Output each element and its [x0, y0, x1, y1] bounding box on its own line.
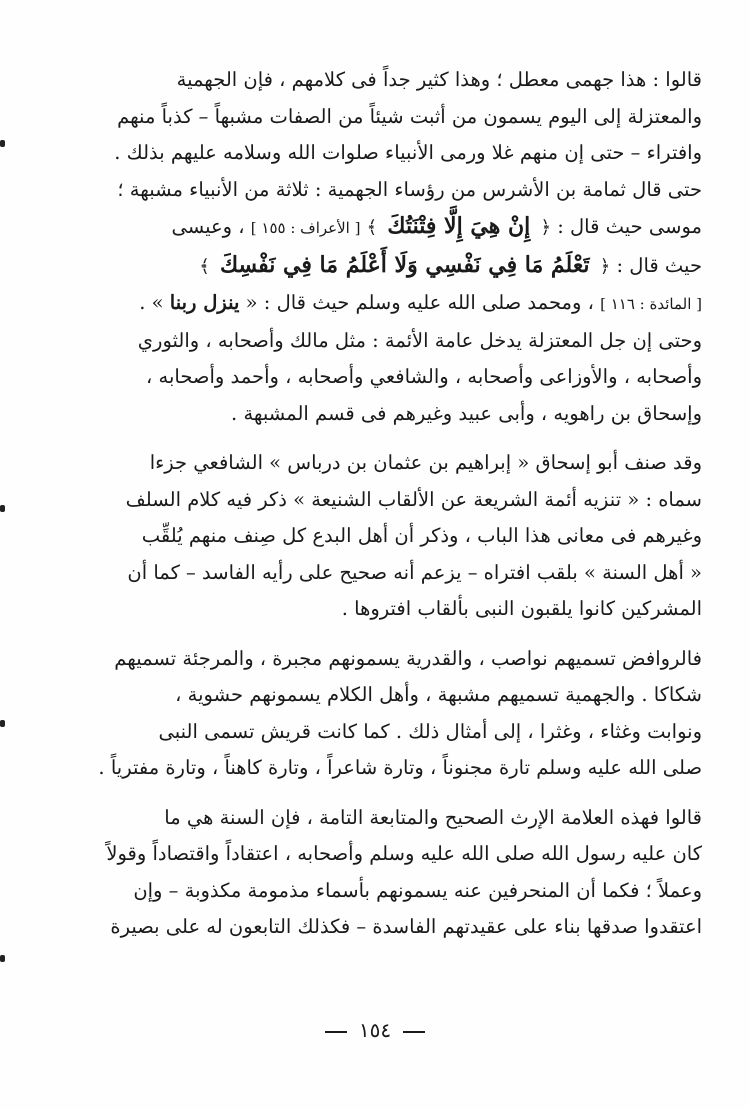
scan-edge-mark: [0, 955, 5, 962]
scan-edge-mark: [0, 505, 5, 512]
text-line: وعملاً ؛ فكما أن المنحرفين عنه يسمونهم بأسماء مذمومة مكذوبة – وإن: [133, 878, 702, 902]
text-line: وإسحاق بن راهويه ، وأبى عبيد وغيرهم فى قسم المشبهة .: [231, 401, 702, 425]
text-line-with-verse: [70, 208, 702, 247]
paragraph-1: [70, 62, 702, 432]
text-line: ونوابت وغثاء ، وغثرا ، إلى أمثال ذلك . كما كانت قريش تسمى النبى: [158, 719, 702, 743]
text-line: المشركين كانوا يلقبون النبى بألقاب افتروها .: [341, 597, 702, 620]
paragraph-2: [70, 445, 702, 628]
quran-bracket-close: ﴾: [199, 255, 210, 277]
text-line: « أهل السنة » بلقب افتراه – يزعم أنه صحيح على رأيه الفاسد – كما أن: [127, 560, 702, 584]
text-line: وغيرهم فى معانى هذا الباب ، وذكر أن أهل البدع كل صِنف منهم يُلقِّب: [141, 524, 702, 547]
verse-reference: [ الأعراف : ١٥٥ ]: [250, 219, 361, 237]
page-number-dash: [325, 1031, 347, 1033]
verse-reference: [ المائدة : ١١٦ ]: [600, 295, 702, 313]
text-line: وحتى إن جل المعتزلة يدخل عامة الأئمة : مثل مالك وأصحابه ، والثوري: [137, 328, 702, 352]
text-line: صلى الله عليه وسلم تارة مجنوناً ، وتارة شاعراً ، وتارة كاهناً ، وتارة مفترياً .: [98, 756, 702, 779]
text-line: حتى قال ثمامة بن الأشرس من رؤساء الجهمية : ثلاثة من الأنبياء مشبهة ؛: [117, 177, 702, 201]
scan-edge-mark: [0, 720, 5, 727]
text-line: كان عليه رسول الله صلى الله عليه وسلم وأصحابه ، اعتقاداً واقتصاداً وقولاً: [106, 842, 702, 865]
text-line: وأصحابه ، والأوزاعى وأصحابه ، والشافعي وأصحابه ، وأحمد وأصحابه ،: [146, 365, 702, 388]
hadith-quote: ينزل ربنا: [169, 291, 240, 314]
book-page-text: [70, 62, 702, 946]
text-fragment: ، وعيسى: [171, 215, 245, 238]
quran-bracket-open: ﴿: [540, 217, 551, 238]
quran-verse: تَعْلَمُ مَا فِي نَفْسِي وَلَا أَعْلَمُ مَا فِي نَفْسِكَ: [219, 251, 590, 278]
paragraph-4: [70, 800, 702, 946]
text-line: وافتراء – حتى إن منهم غلا ورمى الأنبياء صلوات الله وسلامه عليهم بذلك .: [114, 141, 702, 164]
page-number-dash: [403, 1031, 425, 1033]
text-line: اعتقدوا صدقها بناء على عقيدتهم الفاسدة – فكذلك التابعون له على بصيرة: [110, 915, 702, 938]
text-line: قالوا فهذه العلامة الإرث الصحيح والمتابعة التامة ، فإن السنة هي ما: [164, 805, 702, 829]
text-fragment: » .: [139, 291, 164, 314]
text-line: فالروافض تسميهم نواصب ، والقدرية يسمونهم مجبرة ، والمرجئة تسميهم: [114, 646, 702, 670]
page-number-footer: [0, 1018, 750, 1042]
text-line: [70, 285, 702, 323]
text-line: شكاكا . والجهمية تسميهم مشبهة ، وأهل الكلام يسمونهم حشوية ،: [175, 683, 702, 706]
text-fragment: ، ومحمد صلى الله عليه وسلم حيث قال : «: [245, 291, 594, 314]
text-line: قالوا : هذا جهمى معطل ؛ وهذا كثير جداً فى كلامهم ، فإن الجهمية: [176, 68, 702, 91]
text-line: والمعتزلة إلى اليوم يسمون من أثبت شيئاً من الصفات مشبهاً – كذباً منهم: [117, 104, 702, 128]
text-line: سماه : « تنزيه أئمة الشريعة عن الألقاب الشنيعة » ذكر فيه كلام السلف: [125, 487, 702, 511]
paragraph-3: [70, 641, 702, 787]
text-line: وقد صنف أبو إسحاق « إبراهيم بن عثمان بن درباس » الشافعي جزءا: [149, 451, 702, 474]
text-line-with-verse: [70, 247, 702, 286]
page-number: ١٥٤: [358, 1018, 392, 1042]
quran-bracket-open: ﴿: [599, 255, 611, 277]
quran-verse: إِنْ هِيَ إِلَّا فِتْنَتُكَ: [387, 213, 531, 239]
text-fragment: حيث قال :: [616, 253, 702, 277]
quran-bracket-close: ﴾: [366, 217, 378, 238]
scan-edge-mark: [0, 140, 5, 147]
text-fragment: موسى حيث قال :: [557, 215, 702, 238]
